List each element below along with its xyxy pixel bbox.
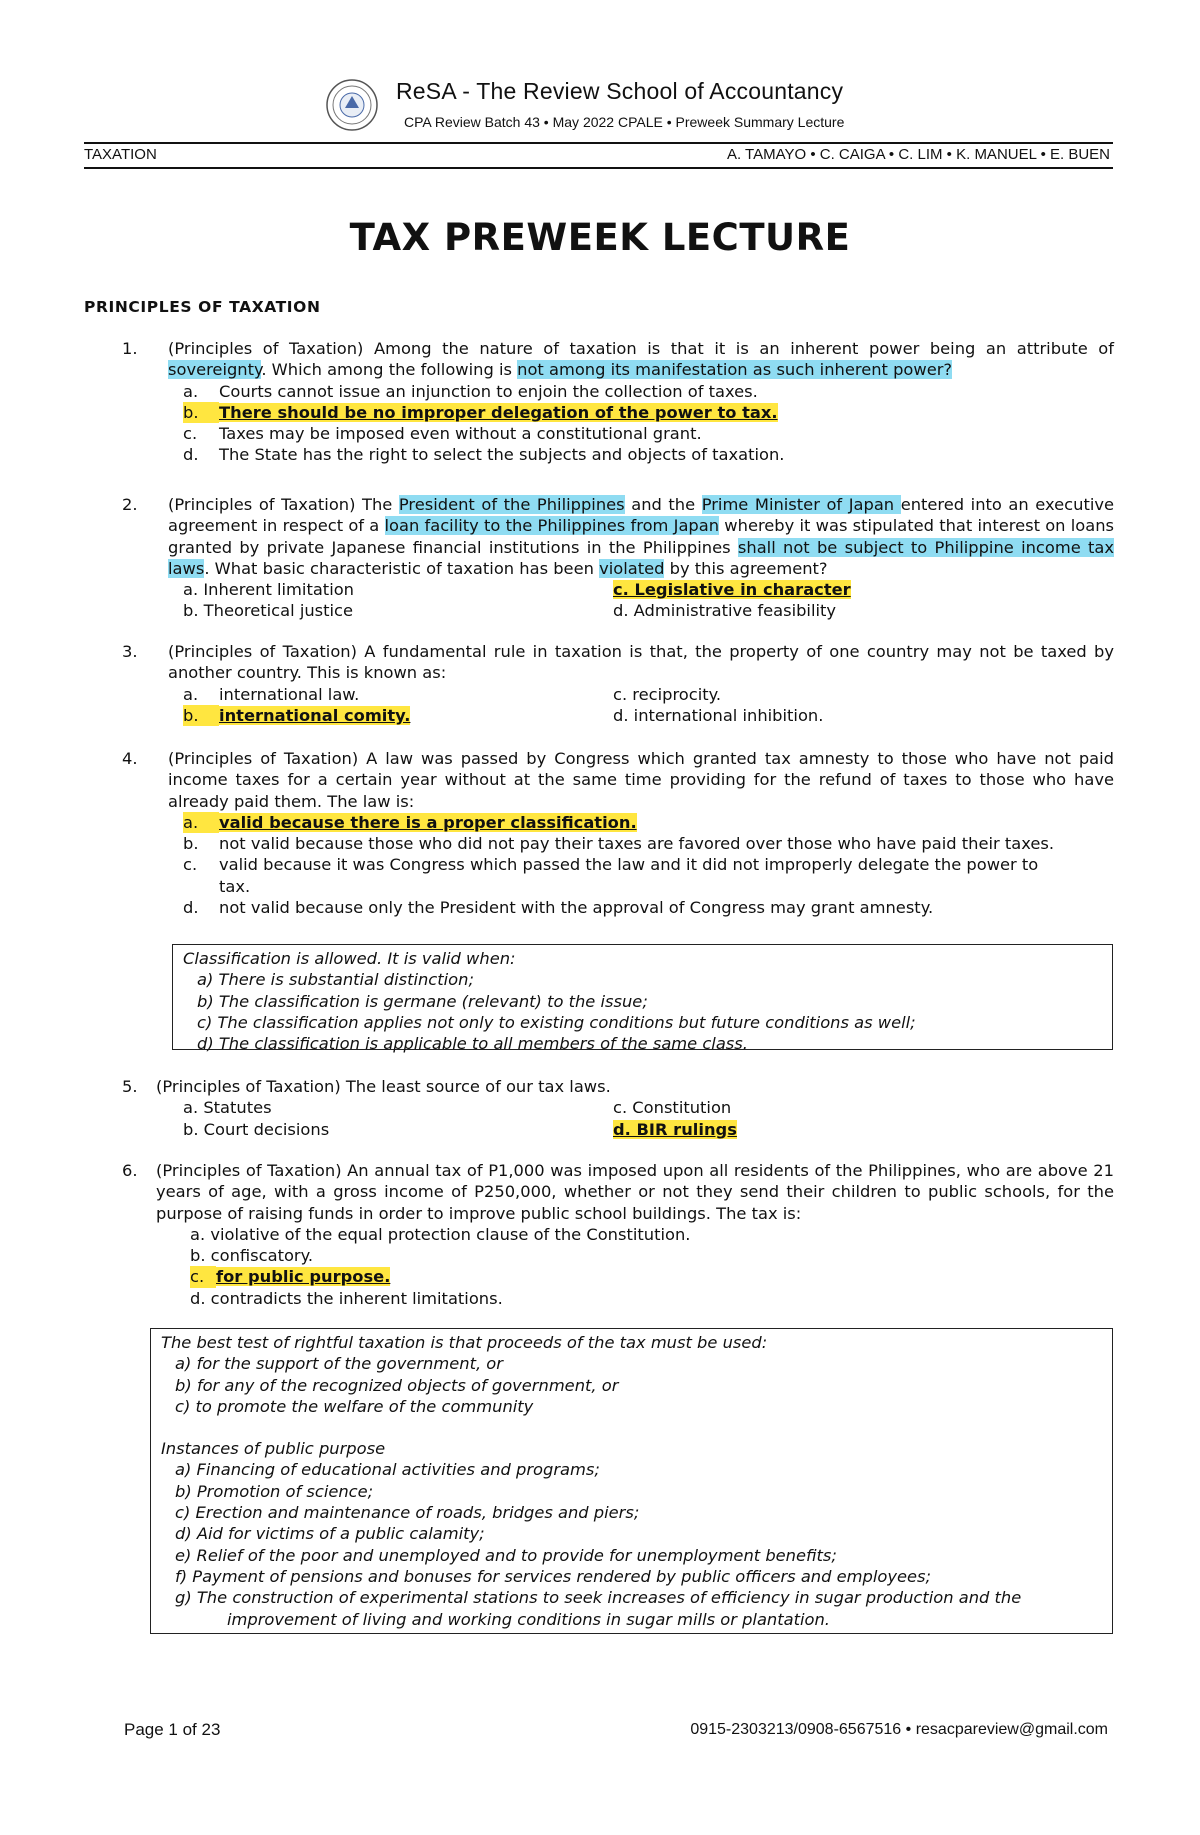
question-stem: (Principles of Taxation) The President of the Philippines and the Prime Minister of Japan entered into an executive agreement in respect of a loan facility to the Philippines from Japan whereby it was stipulated that interest on loans granted by private Japanese financial institutions in the Philippines shall not be subject to Philippine income tax laws. What basic characteristic of taxation has been violated by this agreement? xyxy=(168,495,1114,578)
option-c: c. Constitution xyxy=(613,1098,732,1118)
option-c: c. Legislative in character xyxy=(613,580,851,600)
option-d: d. BIR rulings xyxy=(613,1119,737,1139)
option-a: a. valid because there is a proper classification. xyxy=(183,812,637,832)
question-1 xyxy=(84,338,1114,466)
note-line: c) Erection and maintenance of roads, bridges and piers; xyxy=(175,1503,640,1523)
subject-label: TAXATION xyxy=(84,146,157,163)
note-line: a) for the support of the government, or xyxy=(175,1354,503,1374)
question-number: 2. xyxy=(122,495,138,514)
note-heading: Instances of public purpose xyxy=(161,1439,386,1459)
note-line: c) to promote the welfare of the community xyxy=(175,1396,534,1416)
note-line: b) Promotion of science; xyxy=(175,1481,374,1501)
option-b: b. confiscatory. xyxy=(190,1246,314,1266)
note-line: b) The classification is germane (relevant) to the issue; xyxy=(197,991,648,1011)
question-number: 5. xyxy=(122,1077,138,1096)
question-stem: (Principles of Taxation) A law was passed by Congress which granted tax amnesty to those who have not paid income taxes for a certain year without at the same time providing for the refund of taxes to those who have already paid them. The law is: xyxy=(168,749,1114,811)
options-row xyxy=(183,600,1114,621)
organization-name: ReSA - The Review School of Accountancy xyxy=(396,78,844,104)
option-c-continued: tax. xyxy=(219,876,251,896)
option-d: d. contradicts the inherent limitations. xyxy=(190,1288,503,1308)
question-3 xyxy=(84,641,1114,726)
options-row xyxy=(183,705,1114,726)
note-line: c) The classification applies not only to existing conditions but future conditions as well; xyxy=(197,1012,916,1032)
question-stem: (Principles of Taxation) A fundamental rule in taxation is that, the property of one country may not be taxed by another country. This is known as: xyxy=(168,642,1114,683)
question-number: 6. xyxy=(122,1161,138,1180)
option-b: b. not valid because those who did not pay their taxes are favored over those who have paid their taxes. xyxy=(183,834,1055,854)
option-a: a. Statutes xyxy=(183,1098,272,1118)
lecturers-list: A. TAMAYO • C. CAIGA • C. LIM • K. MANUEL • E. BUEN xyxy=(726,146,1110,163)
question-2 xyxy=(84,494,1114,622)
page-number: Page 1 of 23 xyxy=(124,1720,221,1739)
page-title: TAX PREWEEK LECTURE xyxy=(349,216,851,259)
question-6 xyxy=(84,1160,1114,1309)
question-4 xyxy=(84,748,1114,918)
note-line: f) Payment of pensions and bonuses for services rendered by public officers and employees; xyxy=(175,1566,931,1586)
header-subtitle: CPA Review Batch 43 • May 2022 CPALE • Preweek Summary Lecture xyxy=(404,114,845,130)
note-line: a) There is substantial distinction; xyxy=(197,970,474,990)
option-c: c. Taxes may be imposed even without a constitutional grant. xyxy=(183,424,702,444)
options-row xyxy=(183,579,1114,600)
note-box-public-purpose xyxy=(150,1328,1113,1634)
note-line: a) Financing of educational activities and programs; xyxy=(175,1460,600,1480)
option-a: a. violative of the equal protection clause of the Constitution. xyxy=(190,1224,691,1244)
option-a: a. Courts cannot issue an injunction to enjoin the collection of taxes. xyxy=(183,381,758,401)
option-b: b. international comity. xyxy=(183,705,411,725)
options-row xyxy=(183,684,1114,705)
option-b: b. Theoretical justice xyxy=(183,601,354,621)
option-a: a. international law. xyxy=(183,684,360,704)
option-d: d. international inhibition. xyxy=(613,705,824,725)
option-c: c. reciprocity. xyxy=(613,684,722,704)
note-heading: Classification is allowed. It is valid when: xyxy=(183,949,516,968)
option-a: a. Inherent limitation xyxy=(183,580,354,600)
question-5 xyxy=(84,1076,1114,1140)
options-row xyxy=(183,1119,1114,1140)
note-line: g) The construction of experimental stations to seek increases of efficiency in sugar production and the xyxy=(175,1588,1022,1608)
question-stem: (Principles of Taxation) The least source of our tax laws. xyxy=(156,1077,611,1096)
option-c: c. valid because it was Congress which passed the law and it did not improperly delegate the power to xyxy=(183,855,1039,875)
option-b: b. There should be no improper delegation of the power to tax. xyxy=(183,402,778,422)
note-line: d) The classification is applicable to all members of the same class. xyxy=(197,1034,748,1054)
note-line: improvement of living and working conditions in sugar mills or plantation. xyxy=(227,1609,830,1629)
resa-logo-icon xyxy=(325,78,379,132)
note-heading: The best test of rightful taxation is that proceeds of the tax must be used: xyxy=(161,1333,768,1352)
option-d: d. Administrative feasibility xyxy=(613,601,837,621)
note-line: b) for any of the recognized objects of government, or xyxy=(175,1375,619,1395)
question-number: 4. xyxy=(122,749,138,768)
question-number: 3. xyxy=(122,642,138,661)
option-d: d. The State has the right to select the subjects and objects of taxation. xyxy=(183,445,785,465)
note-line: d) Aid for victims of a public calamity; xyxy=(175,1524,485,1544)
contact-info: 0915-2303213/0908-6567516 • resacpareview@gmail.com xyxy=(690,1721,1108,1738)
note-line: e) Relief of the poor and unemployed and to provide for unemployment benefits; xyxy=(175,1545,837,1565)
header-rule xyxy=(84,142,1113,144)
header-rule xyxy=(84,167,1113,169)
question-stem: (Principles of Taxation) An annual tax of P1,000 was imposed upon all residents of the Philippines, who are above 21 years of age, with a gross income of P250,000, whether or not they send their children to public schools, for the purpose of raising funds in order to improve public school buildings. The tax is: xyxy=(156,1161,1114,1223)
section-heading: PRINCIPLES OF TAXATION xyxy=(84,298,321,316)
question-stem: (Principles of Taxation) Among the nature of taxation is that it is an inherent power being an attribute of sovereignty. Which among the following is not among its manifestation as such inherent power? xyxy=(168,339,1114,380)
note-box-classification xyxy=(172,944,1113,1054)
options-row xyxy=(183,1097,1114,1118)
question-number: 1. xyxy=(122,339,138,358)
option-b: b. Court decisions xyxy=(183,1119,330,1139)
option-d: d. not valid because only the President with the approval of Congress may grant amnesty. xyxy=(183,898,934,918)
option-c: c. for public purpose. xyxy=(190,1267,391,1287)
